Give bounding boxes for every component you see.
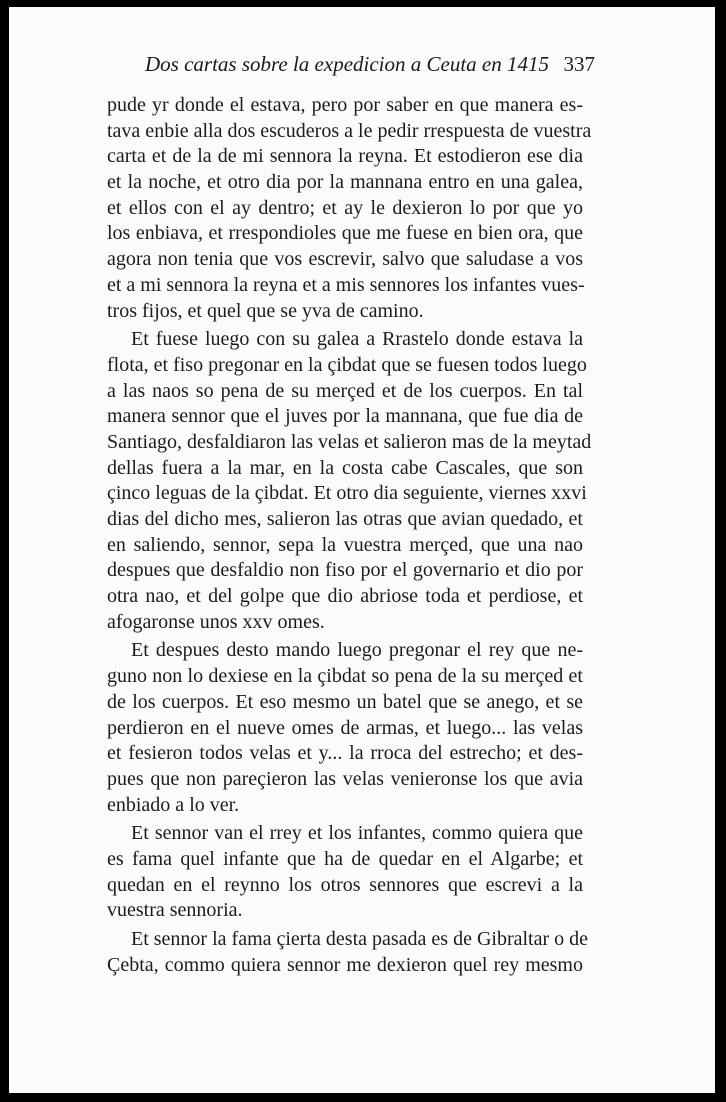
- text-line: a las naos so pena de su merçed et de los cuerpos. En tal: [107, 379, 583, 402]
- text-line: Et sennor la fama çierta desta pasada es de Gibraltar o de: [131, 928, 589, 950]
- paragraph-4: [107, 821, 583, 924]
- paragraph-5: [107, 927, 589, 978]
- text-line: manera sennor que el juves por la mannana, que fue dia de: [107, 405, 583, 428]
- text-line: tros fijos, et quel que se yva de camino.: [107, 299, 424, 322]
- text-line: Et fuese luego con su galea a Rrastelo donde estava la: [131, 328, 583, 351]
- text-line: dellas fuera a la mar, en la costa cabe Cascales, que son: [107, 456, 583, 479]
- text-line: et la noche, et otro dia por la mannana entro en una galea,: [107, 171, 583, 194]
- text-line: quedan en el reynno los otros sennores que escrevi a la: [107, 873, 583, 896]
- paragraph-3: [107, 638, 583, 818]
- text-line: vuestra sennoria.: [107, 899, 243, 922]
- text-line: Çebta, commo quiera sennor me dexieron quel rey mesmo: [107, 953, 583, 976]
- text-line: pues que non pareçieron las velas venieronse los que avia: [107, 767, 583, 790]
- text-line: çinco leguas de la çibdat. Et otro dia seguiente, viernes xxvi: [107, 482, 587, 505]
- text-line: flota, et fiso pregonar en la çibdat que se fuesen todos luego: [107, 353, 587, 376]
- text-line: Et despues desto mando luego pregonar el rey que ne-: [131, 639, 583, 662]
- text-line: carta et de la de mi sennora la reyna. Et estodieron ese dia: [107, 145, 583, 168]
- paragraph-1: [107, 93, 592, 324]
- text-line: et a mi sennora la reyna et a mis sennores los infantes vues-: [107, 273, 585, 296]
- text-line: tava enbie alla dos escuderos a le pedir rrespuesta de vuestra: [107, 119, 592, 142]
- body-text: [107, 93, 592, 978]
- text-line: dias del dicho mes, salieron las otras que avian quedado, et: [107, 508, 583, 530]
- text-line: Santiago, desfaldiaron las velas et salieron mas de la meytad: [107, 430, 592, 453]
- text-line: perdieron en el nueve omes de armas, et luego... las velas: [107, 716, 583, 739]
- text-line: Et sennor van el rrey et los infantes, commo quiera que: [131, 822, 583, 845]
- text-line: guno non lo dexiese en la çibdat so pena de la su merçed et: [107, 665, 583, 688]
- text-line: despues que desfaldio non fiso por el governario et dio por: [107, 559, 583, 582]
- text-line: pude yr donde el estava, pero por saber en que manera es-: [107, 94, 583, 116]
- text-line: otra nao, et del golpe que dio abriose toda et perdiose, et: [107, 585, 583, 608]
- running-title: Dos cartas sobre la expedicion a Ceuta en 1415: [145, 52, 549, 76]
- page-number: 337: [563, 52, 595, 76]
- paragraph-2: [107, 327, 592, 635]
- text-line: los enbiava, et rrespondioles que me fuese en bien ora, que: [107, 222, 583, 245]
- text-line: agora non tenia que vos escrevir, salvo que saludase a vos: [107, 248, 583, 271]
- text-line: et fesieron todos velas et y... la rroca del estrecho; et des-: [107, 742, 583, 765]
- running-header: [145, 52, 595, 82]
- text-line: de los cuerpos. Et eso mesmo un batel que se anego, et se: [107, 690, 583, 713]
- text-line: en saliendo, sennor, sepa la vuestra merçed, que una nao: [107, 533, 583, 556]
- text-line: enbiado a lo ver.: [107, 793, 240, 816]
- text-line: et ellos con el ay dentro; et ay le dexieron lo por que yo: [107, 196, 583, 219]
- text-line: es fama quel infante que ha de quedar en el Algarbe; et: [107, 847, 583, 870]
- text-line: afogaronse unos xxv omes.: [107, 610, 325, 633]
